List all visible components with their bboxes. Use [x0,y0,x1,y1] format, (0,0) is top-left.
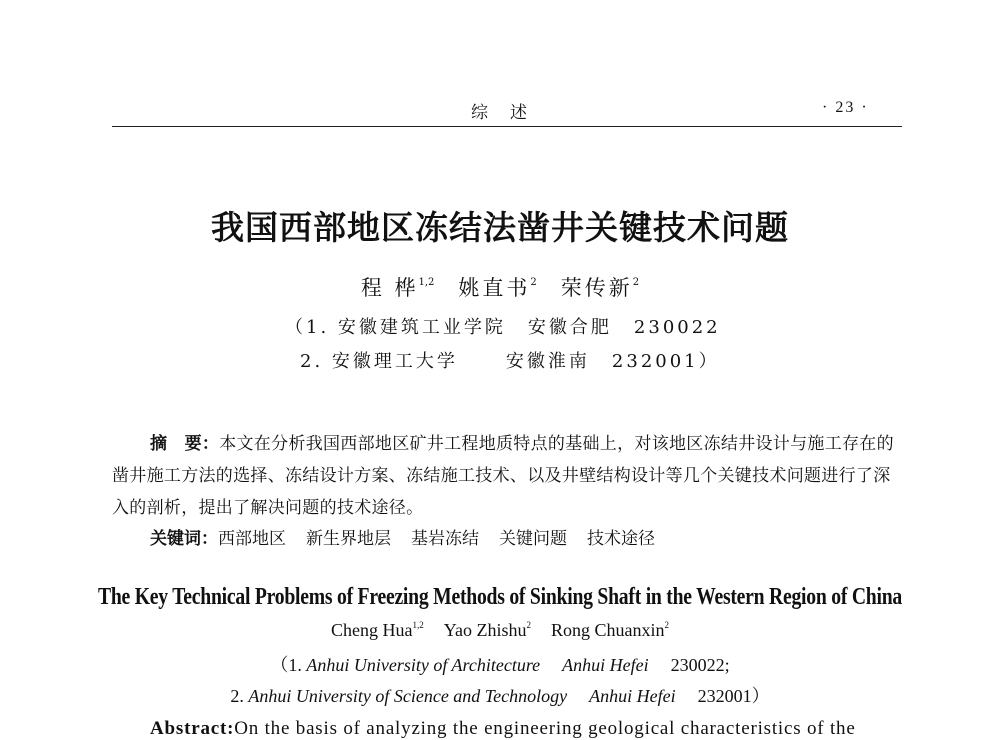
author-en-1-affil: 1,2 [412,620,424,630]
author-en-3: Rong Chuanxin [550,620,665,640]
affiliation-cn-2-place: 安徽淮南 [505,351,590,372]
affiliation-en-1 [0,651,1000,677]
authors-en [0,620,1000,641]
author-en-3-affil: 2 [664,620,669,630]
affiliation-en-2-prefix: 2. [230,686,244,706]
abstract-cn-text: 本文在分析我国西部地区矿井工程地质特点的基础上，对该地区冻结井设计与施工存在的凿井施工方法的选择、冻结设计方案、冻结施工技术、以及井壁结构设计等几个关键技术问题进行了深入的剖析，提出了解决问题的技术途径。 [112,434,894,518]
page-number: · 23 · [822,99,869,116]
affiliation-cn-1-place: 安徽合肥 [527,317,612,338]
affiliation-en-2-place: Anhui Hefei [589,686,676,706]
keyword-cn: 基岩冻结 [411,529,479,549]
keyword-cn: 技术途径 [587,529,655,549]
affiliation-cn-1-org: 安徽建筑工业学院 [337,317,506,338]
affiliation-cn-1-code: 230022 [633,317,721,338]
affiliation-cn-1-prefix: （1. [285,317,330,338]
affiliation-en-1-org: Anhui University of Architecture [306,655,541,675]
keywords-cn [150,524,655,549]
author-en-2-affil: 2 [526,620,531,630]
author-cn-2-affil: 2 [530,277,537,288]
header-rule [112,126,902,127]
keyword-cn: 关键问题 [499,529,567,549]
abstract-cn [112,428,902,524]
running-header: 综述 [471,103,549,123]
author-en-2: Yao Zhishu [443,620,527,640]
author-cn-3: 荣传新 [560,276,633,300]
keyword-cn: 西部地区 [218,529,286,549]
author-cn-1-affil: 1,2 [418,277,435,288]
affiliation-cn-2-code: 232001） [611,351,720,372]
affiliation-cn-1 [285,313,721,339]
affiliation-cn-2 [300,347,720,373]
affiliation-en-1-place: Anhui Hefei [562,655,649,675]
affiliation-en-2-org: Anhui University of Science and Technology [248,686,568,706]
paper-title-cn: 我国西部地区冻结法凿井关键技术问题 [211,208,789,247]
author-cn-3-affil: 2 [632,277,640,288]
affiliation-en-2-code: 232001） [697,686,770,706]
affiliation-cn-2-org: 安徽理工大学 [331,351,458,372]
author-cn-1: 程 桦 [360,276,419,300]
paper-title-en: The Key Technical Problems of Freezing Methods of Sinking Shaft in the Western Region of China [97,584,903,610]
affiliation-cn-2-prefix: 2. [300,351,324,372]
author-en-1: Cheng Hua [331,620,413,640]
abstract-cn-label: 摘 要： [150,434,220,454]
authors-cn [0,272,1000,302]
affiliation-en-2 [0,682,1000,708]
affiliation-en-1-code: 230022; [670,655,730,675]
affiliation-en-1-prefix: （1. [270,655,302,675]
author-cn-2: 姚直书 [458,276,531,300]
abstract-en-text: On the basis of analyzing the engineering geological characteristics of the [234,718,856,739]
abstract-en-label: Abstract: [150,718,235,739]
keyword-cn: 新生界地层 [306,529,391,549]
keywords-cn-label: 关键词： [150,529,218,549]
